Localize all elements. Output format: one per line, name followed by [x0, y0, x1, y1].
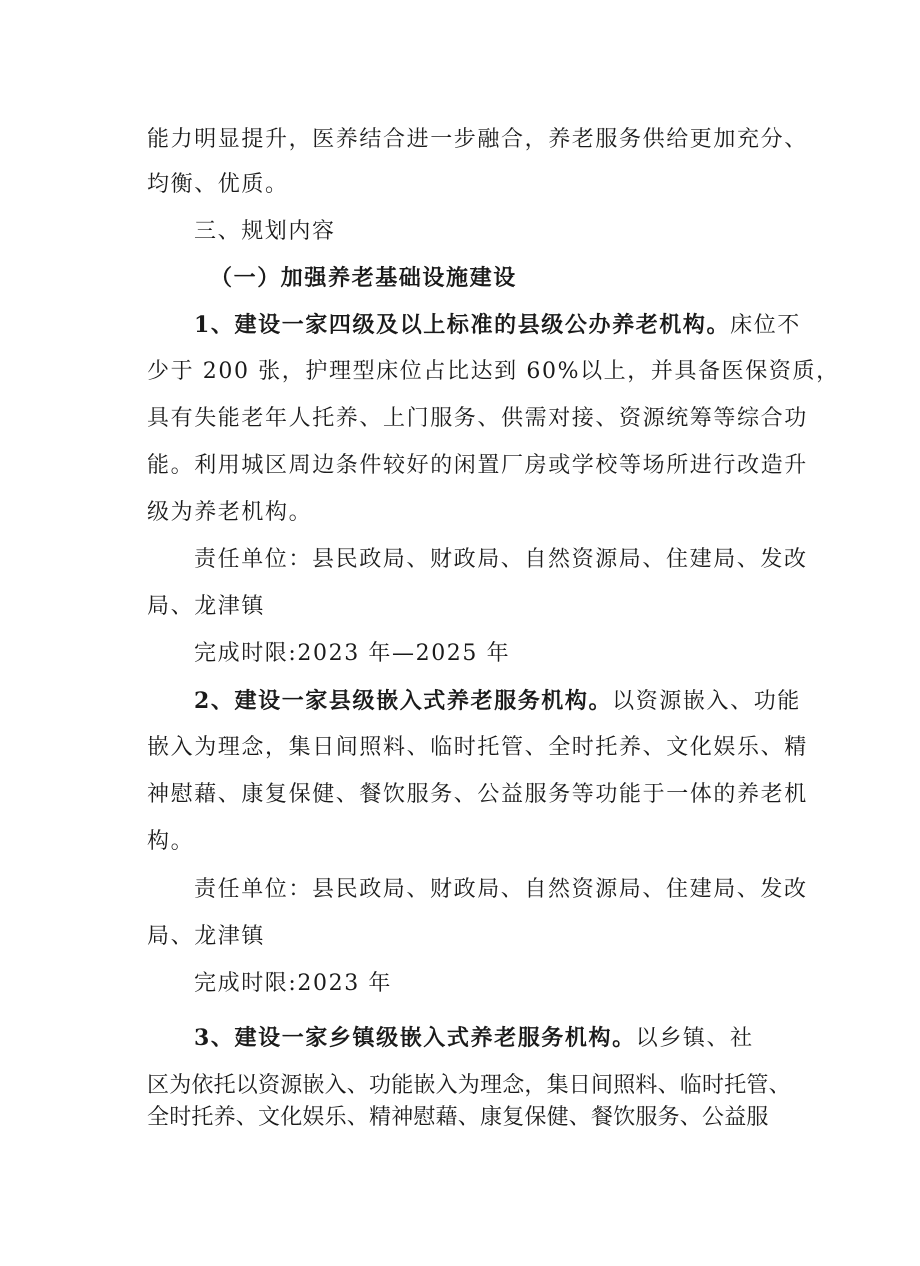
paragraph-line: 局、龙津镇	[147, 924, 266, 949]
paragraph-line: 局、龙津镇	[147, 594, 266, 619]
paragraph-line: 全时托养、文化娱乐、精神慰藉、康复保健、餐饮服务、公益服	[147, 1105, 769, 1130]
responsible-units-line: 责任单位：县民政局、财政局、自然资源局、住建局、发改	[194, 547, 808, 572]
paragraph-line: 嵌入为理念，集日间照料、临时托管、全时托养、文化娱乐、精	[147, 735, 808, 760]
deadline-line: 完成时限:2023 年	[194, 971, 392, 996]
item-2-text-start: 以资源嵌入、功能	[612, 689, 801, 714]
item-1-text-start: 床位不	[730, 313, 801, 338]
paragraph-line: 区为依托以资源嵌入、功能嵌入为理念，集日间照料、临时托管、	[147, 1073, 791, 1098]
item-3-text-start: 以乡镇、社	[635, 1026, 754, 1051]
item-1-heading: 1、建设一家四级及以上标准的县级公办养老机构。	[194, 312, 731, 338]
section-heading: 三、规划内容	[194, 219, 336, 244]
item-2-line	[194, 687, 801, 716]
item-1-line	[194, 311, 801, 340]
paragraph-line: 均衡、优质。	[147, 172, 289, 197]
paragraph-line: 构。	[147, 829, 195, 854]
paragraph-line: 能力明显提升，医养结合进一步融合，养老服务供给更加充分、	[147, 127, 808, 152]
item-3-line	[194, 1024, 754, 1053]
deadline-line: 完成时限:2023 年—2025 年	[194, 641, 511, 666]
paragraph-line: 级为养老机构。	[147, 500, 313, 525]
paragraph-line: 少于 200 张，护理型床位占比达到 60%以上，并具备医保资质，	[147, 359, 840, 384]
item-3-heading: 3、建设一家乡镇级嵌入式养老服务机构。	[194, 1025, 636, 1051]
paragraph-line: 能。利用城区周边条件较好的闲置厂房或学校等场所进行改造升	[147, 453, 808, 478]
subsection-heading: （一）加强养老基础设施建设	[210, 265, 517, 291]
responsible-units-line: 责任单位：县民政局、财政局、自然资源局、住建局、发改	[194, 877, 808, 902]
paragraph-line: 具有失能老年人托养、上门服务、供需对接、资源统筹等综合功	[147, 406, 808, 431]
paragraph-line: 神慰藉、康复保健、餐饮服务、公益服务等功能于一体的养老机	[147, 782, 808, 807]
item-2-heading: 2、建设一家县级嵌入式养老服务机构。	[194, 688, 613, 714]
